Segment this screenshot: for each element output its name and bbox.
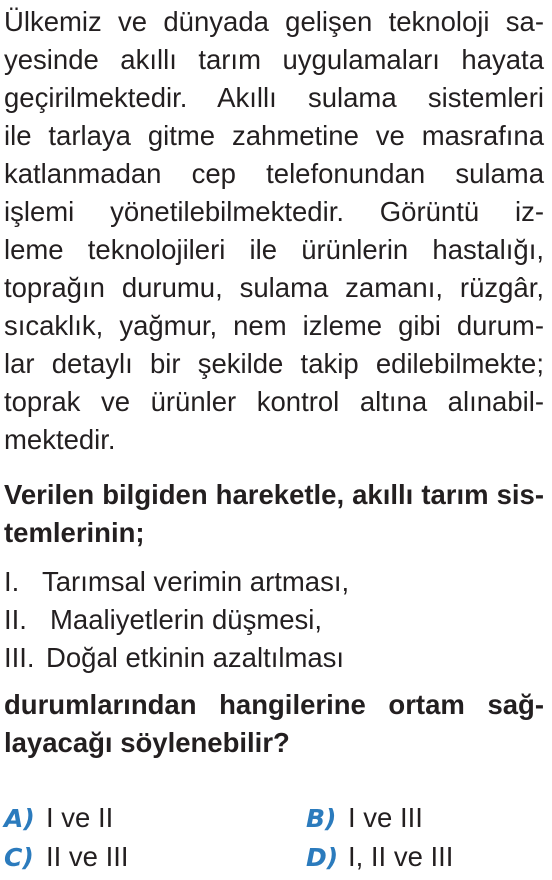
passage-line: Ülkemiz ve dünyada gelişen teknoloji sa- (4, 6, 544, 37)
passage-line: toprağın durumu, sulama zamanı, rüzgâr, (4, 272, 544, 303)
question-ask-line: durumlarından hangilerine ortam sağ- (4, 689, 544, 720)
choice-text: II ve III (46, 841, 129, 872)
statement-item (4, 639, 344, 677)
passage-line: geçirilmektedir. Akıllı sulama sistemleri (4, 82, 544, 113)
choice-letter: C) (4, 843, 34, 872)
statement-text: Maaliyetlerin düşmesi, (50, 604, 323, 635)
passage-line: toprak ve ürünler kontrol altına alınabil- (4, 386, 544, 417)
statement-number: II. (4, 604, 27, 635)
choice-letter: A) (4, 804, 35, 833)
choice-c[interactable] (4, 838, 129, 877)
statement-item (4, 563, 349, 601)
passage-line: yesinde akıllı tarım uygulamaları hayata (4, 44, 544, 75)
choice-d[interactable] (306, 838, 453, 877)
passage-line: lar detaylı bir şekilde takip edilebilmekte; (4, 348, 544, 379)
statement-text: Doğal etkinin azaltılması (46, 642, 345, 673)
choice-text: I ve II (46, 802, 114, 833)
choice-b[interactable] (306, 799, 423, 838)
question-stem-line: Verilen bilgiden hareketle, akıllı tarım sis- (4, 479, 544, 510)
passage-line: mektedir. (4, 424, 116, 455)
choice-letter: B) (306, 804, 337, 833)
passage-line: sıcaklık, yağmur, nem izleme gibi durum- (4, 310, 544, 341)
passage-line: leme teknolojileri ile ürünlerin hastalığı, (4, 234, 544, 265)
choice-letter: D) (306, 843, 339, 872)
passage-line: işlemi yönetilebilmektedir. Görüntü iz- (4, 196, 544, 227)
passage-line: ile tarlaya gitme zahmetine ve masrafına (4, 120, 544, 151)
choice-text: I, II ve III (348, 841, 454, 872)
statement-number: I. (4, 566, 20, 597)
question-stem-line: temlerinin; (4, 517, 145, 548)
choice-a[interactable] (4, 799, 113, 838)
question-ask-line: layacağı söylenebilir? (4, 727, 290, 758)
statement-text: Tarımsal verimin artması, (42, 566, 350, 597)
choice-text: I ve III (348, 802, 423, 833)
statement-number: III. (4, 642, 35, 673)
passage-line: katlanmadan cep telefonundan sulama (4, 158, 544, 189)
statement-item (4, 601, 322, 639)
